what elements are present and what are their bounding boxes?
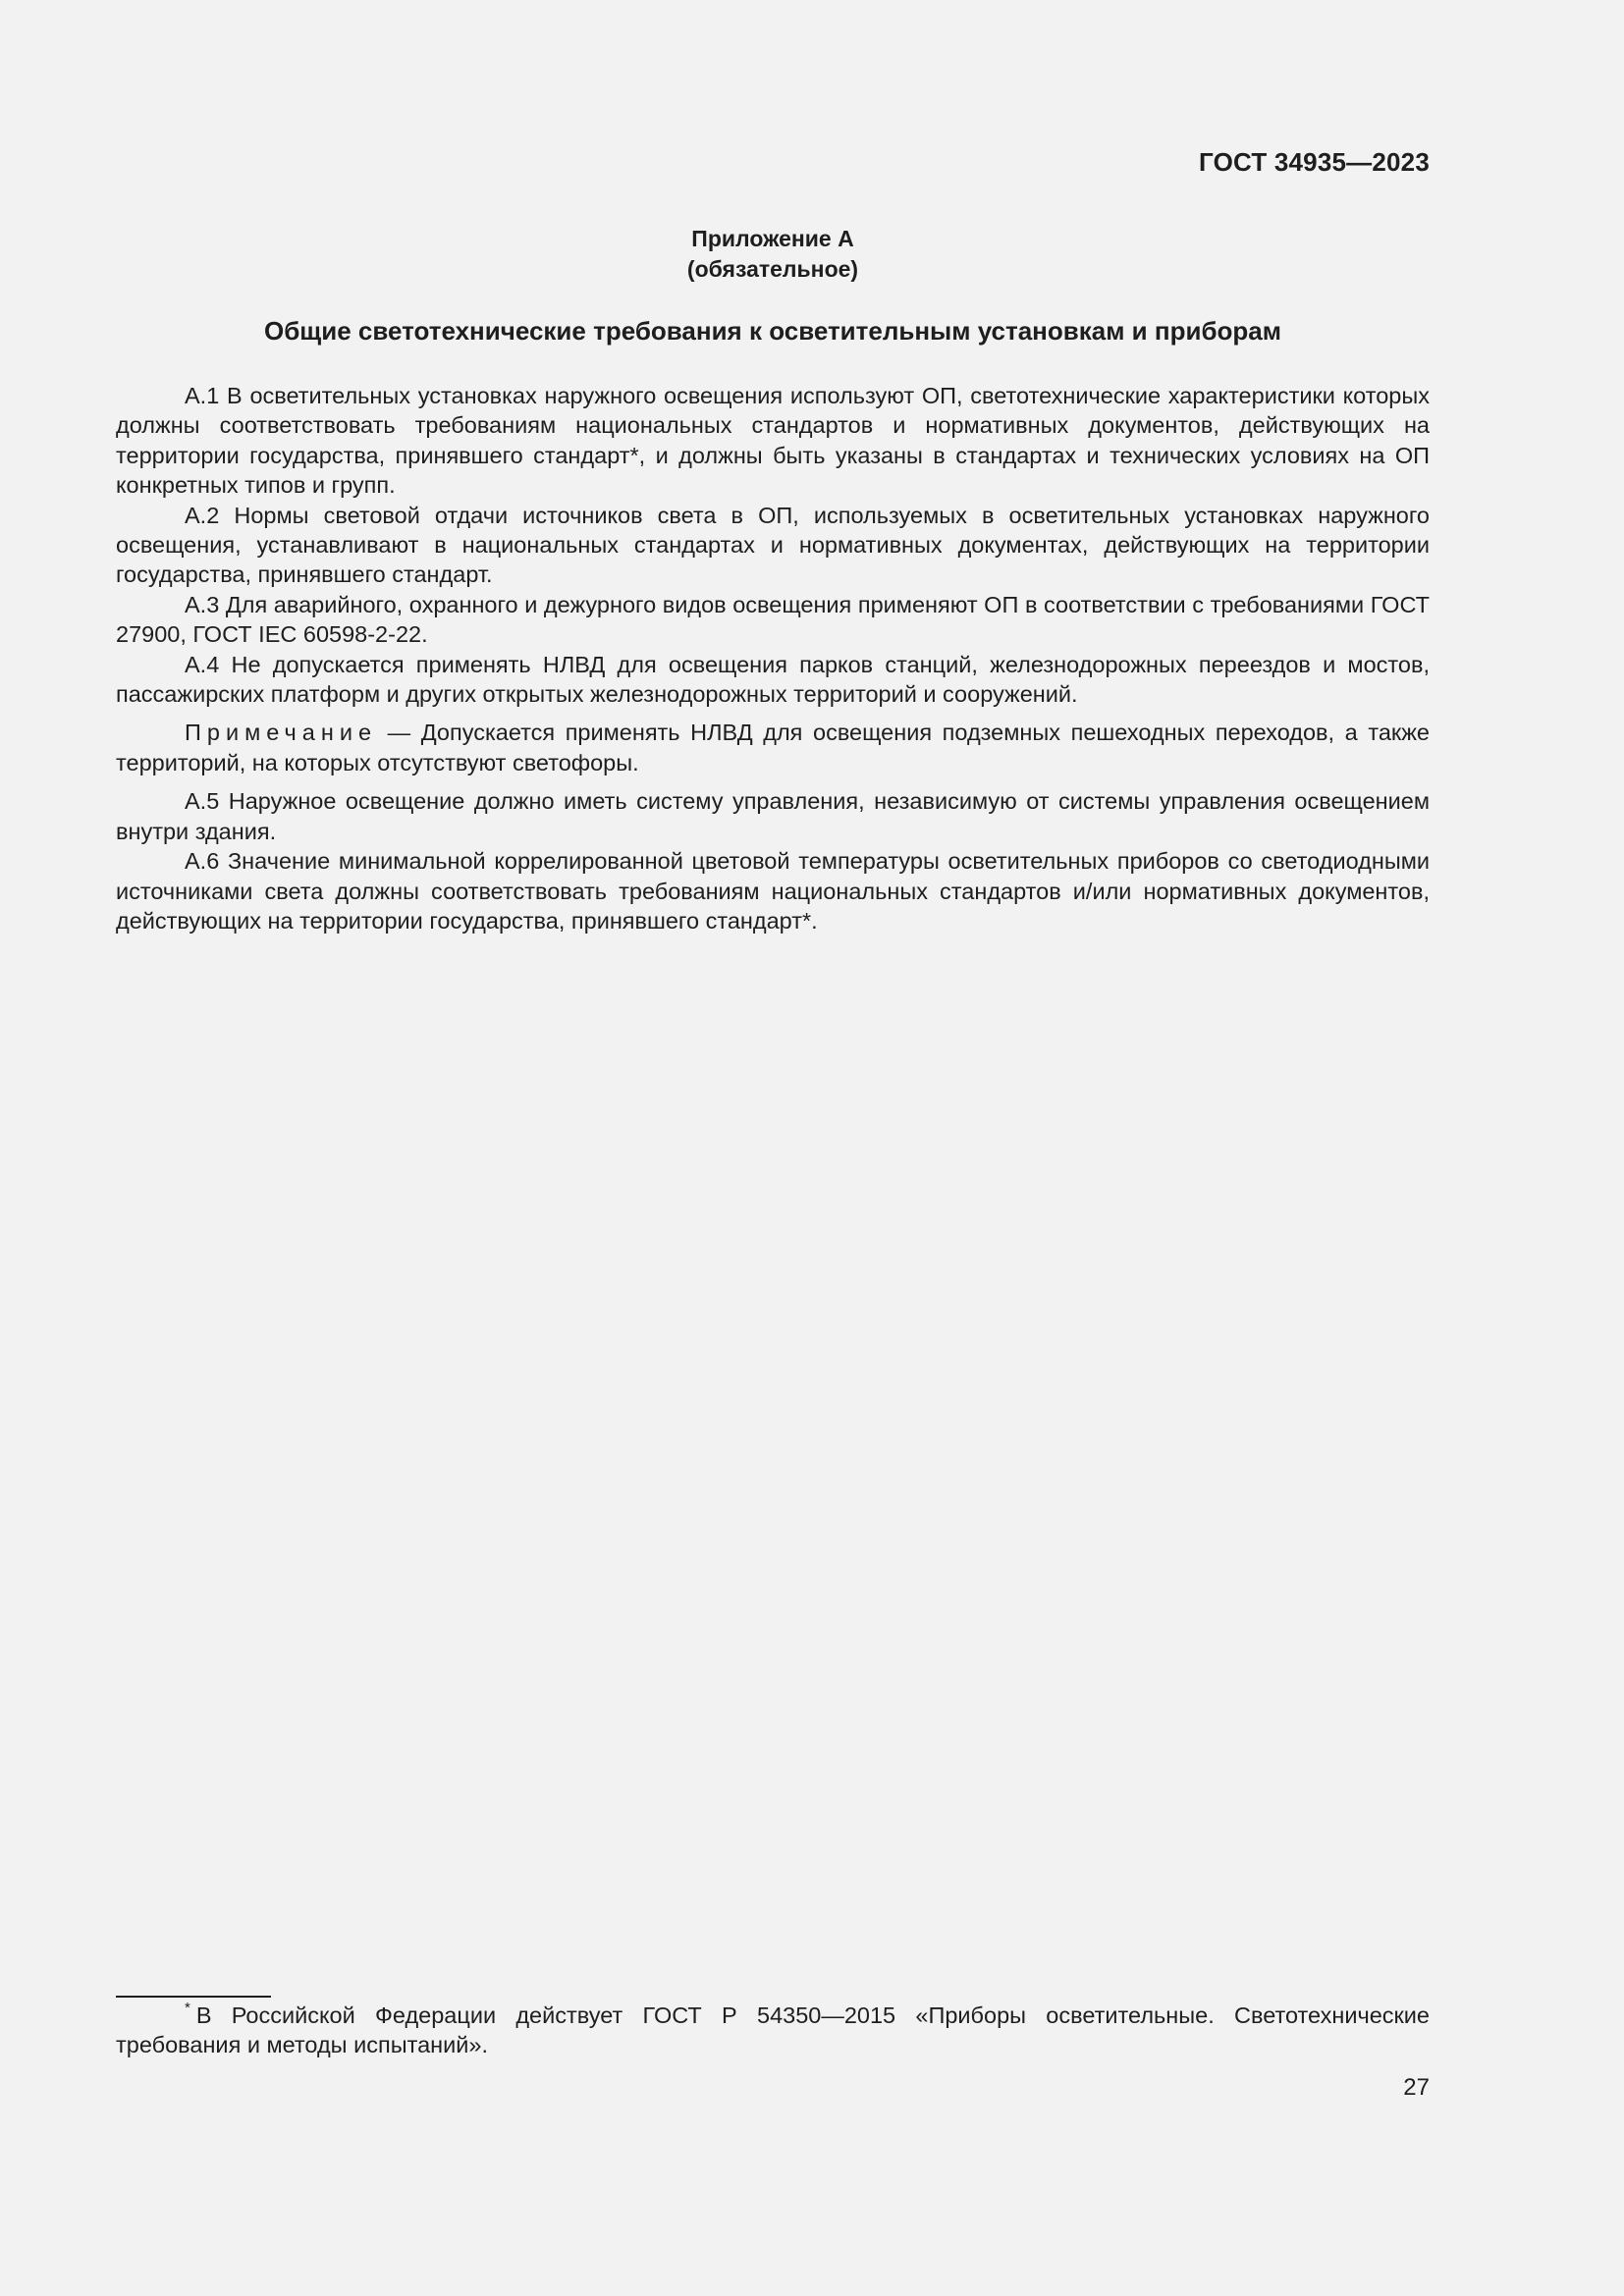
appendix-status: (обязательное) (686, 256, 859, 282)
footnote-marker: * (185, 2000, 190, 2016)
paragraph-a5: А.5 Наружное освещение должно иметь систему управления, независимую от системы управления освещением внутри здания. (116, 788, 1430, 844)
paragraph-a3: А.3 Для аварийного, охранного и дежурного видов освещения применяют ОП в соответствии с требованиями ГОСТ 27900, ГОСТ IEC 60598-2-22. (116, 591, 1430, 648)
paragraph-a4: А.4 Не допускается применять НЛВД для освещения парков станций, железнодорожных переездов и мостов, пассажирских платформ и других открытых железнодорожных территорий и сооружений. (116, 651, 1430, 708)
document-number: ГОСТ 34935—2023 (1199, 147, 1430, 177)
paragraph-a6: А.6 Значение минимальной коррелированной цветовой температуры осветительных приборов со светодиодными источниками света должны соответствовать требованиям национальных стандартов и/или нормативных документов, действующих на территории государства, принявшего стандарт*. (116, 848, 1430, 934)
note-label: Примечание (185, 720, 378, 746)
appendix-title: Приложение А (691, 226, 854, 251)
note-text: — Допускается применять НЛВД для освещения подземных пешеходных переходов, а также территорий, на которых отсутствуют светофоры. (116, 720, 1430, 775)
body-text (116, 381, 1430, 935)
section-title: Общие светотехнические требования к осветительным установкам и приборам (264, 316, 1281, 346)
footnote-divider (116, 1996, 271, 1998)
page-number: 27 (1403, 2074, 1430, 2101)
paragraph-a2: А.2 Нормы световой отдачи источников света в ОП, используемых в осветительных установках наружного освещения, устанавливают в национальных стандартах и нормативных документах, действующих на территории государства, принявшего стандарт. (116, 502, 1430, 588)
paragraph-a1: А.1 В осветительных установках наружного освещения используют ОП, светотехнические характеристики которых должны соответствовать требованиям национальных стандартов и нормативных документов, действующих на территории государства, принявшего стандарт*, и должны быть указаны в стандартах и технических условиях на ОП конкретных типов и групп. (116, 383, 1430, 499)
document-page (116, 0, 1430, 2296)
footnote-text: В Российской Федерации действует ГОСТ Р 54350—2015 «Приборы осветительные. Светотехнические требования и методы испытаний». (116, 2002, 1430, 2058)
note-paragraph (116, 718, 1430, 777)
appendix-heading (116, 224, 1430, 285)
footnote (116, 2001, 1430, 2060)
